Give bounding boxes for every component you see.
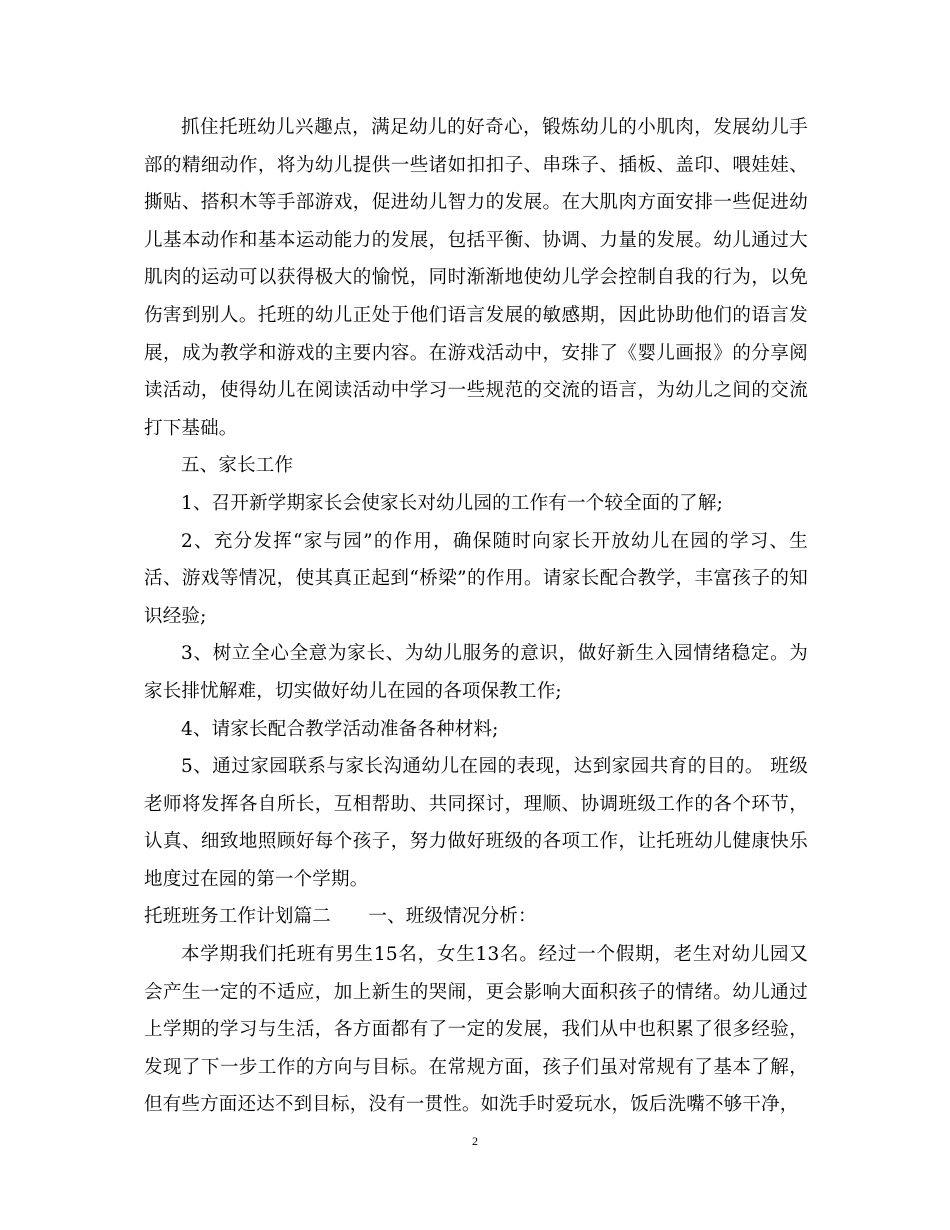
list-item-home-school-bridge: 2、充分发挥“家与园”的作用，确保随时向家长开放幼儿在园的学习、生活、游戏等情况，使其真正起到“桥梁”的作用。请家长配合教学，丰富孩子的知识经验;	[144, 530, 808, 627]
page-number: 2	[472, 1134, 478, 1148]
list-item-parent-meeting: 1、召开新学期家长会使家长对幼儿园的工作有一个较全面的了解;	[181, 492, 724, 514]
list-item-materials: 4、请家长配合教学活动准备各种材料;	[181, 718, 499, 740]
section-heading-parent-work: 五、家长工作	[181, 455, 294, 477]
list-item-communication: 5、通过家园联系与家长沟通幼儿在园的表现，达到家园共育的目的。 班级老师将发挥各自所长，互相帮助、共同探讨，理顺、协调班级工作的各个环节，认真、细致地照顾好每个孩子，努力做好班级的各项工作，让托班幼儿健康快乐地度过在园的第一个学期。	[144, 756, 808, 890]
paragraph-class-analysis: 本学期我们托班有男生15名，女生13名。经过一个假期，老生对幼儿园又会产生一定的不适应，加上新生的哭闹，更会影响大面积孩子的情绪。幼儿通过上学期的学习与生活，各方面都有了一定的发展，我们从中也积累了很多经验，发现了下一步工作的方向与目标。在常规方面，孩子们虽对常规有了基本了解，但有些方面还达不到目标，没有一贯性。如洗手时爱玩水，饭后洗嘴不够干净，	[144, 944, 808, 1116]
paragraph-fine-motor: 抓住托班幼儿兴趣点，满足幼儿的好奇心，锻炼幼儿的小肌肉，发展幼儿手部的精细动作，将为幼儿提供一些诸如扣扣子、串珠子、插板、盖印、喂娃娃、撕贴、搭积木等手部游戏，促进幼儿智力的发展。在大肌肉方面安排一些促进幼儿基本动作和基本运动能力的发展，包括平衡、协调、力量的发展。幼儿通过大肌肉的运动可以获得极大的愉悦，同时渐渐地使幼儿学会控制自我的行为，以免伤害到别人。托班的幼儿正处于他们语言发展的敏感期，因此协助他们的语言发展，成为教学和游戏的主要内容。在游戏活动中，安排了《婴儿画报》的分享阅读活动，使得幼儿在阅读活动中学习一些规范的交流的语言，为幼儿之间的交流打下基础。	[144, 117, 808, 439]
plan-two-heading: 托班班务工作计划篇二 一、班级情况分析：	[144, 906, 537, 928]
list-item-service-awareness: 3、树立全心全意为家长、为幼儿服务的意识，做好新生入园情绪稳定。为家长排忧解难，切实做好幼儿在园的各项保教工作;	[144, 643, 808, 702]
document-body	[144, 109, 808, 1124]
